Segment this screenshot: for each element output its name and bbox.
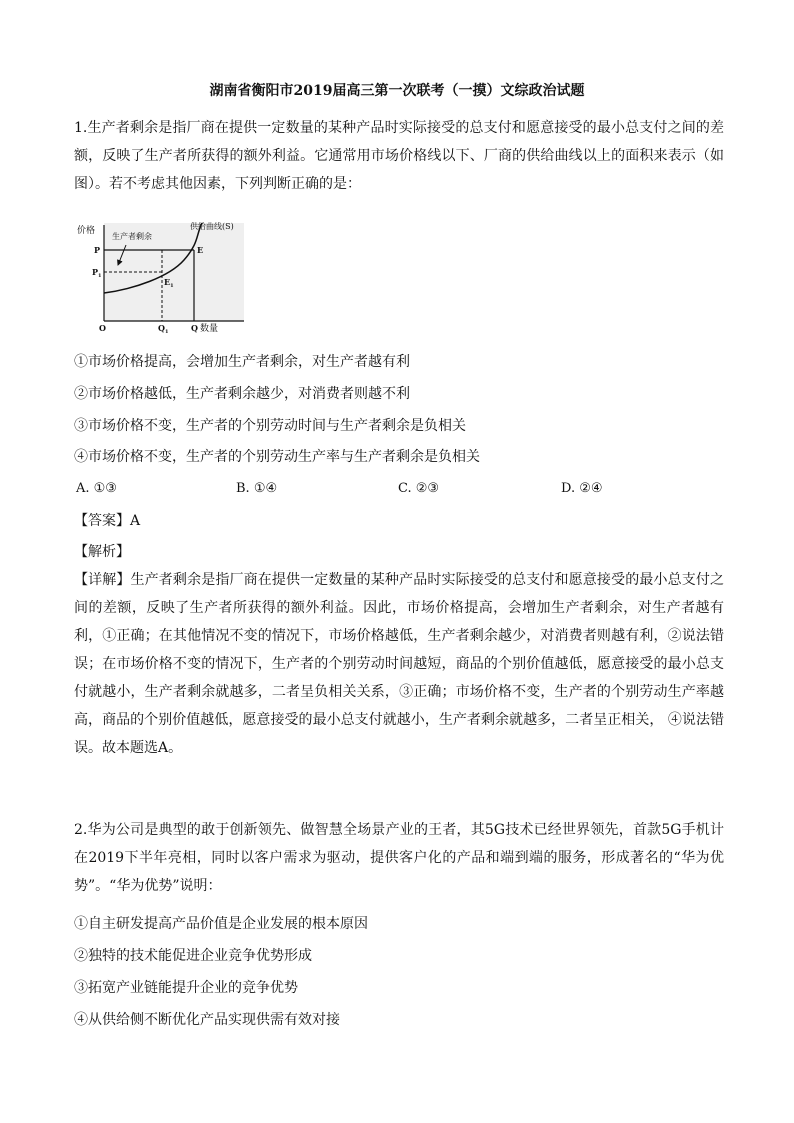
y-axis-label: 价格 xyxy=(77,226,96,236)
q1-option-d: D. ②④ xyxy=(561,481,603,496)
surplus-label: 生产者剩余 xyxy=(112,232,152,241)
producer-surplus-figure xyxy=(74,215,274,345)
q1-option-a: A. ①③ xyxy=(76,481,117,496)
q1-item-4: ④市场价格不变，生产者的个别劳动生产率与生产者剩余是负相关 xyxy=(74,449,480,465)
q1-item-2: ②市场价格越低，生产者剩余越少，对消费者则越不利 xyxy=(74,386,410,402)
e1-label: $E_1$ xyxy=(164,277,174,289)
question-2-stem: 2.华为公司是典型的敢于创新领先、做智慧全场景产业的王者，其5G技术已经世界领先，首款5G手机计在2019下半年亮相，同时以客户需求为驱动，提供客户化的产品和端到端的服务，形成著名的“华为优势”。“华为优势”说明： xyxy=(74,822,724,894)
x-axis-label: 数量 xyxy=(200,324,219,334)
q2-item-3: ③拓宽产业链能提升企业的竞争优势 xyxy=(74,980,298,996)
curve-label: 供给曲线(S) xyxy=(190,222,234,231)
p1-label: $P_1$ xyxy=(92,267,102,279)
p-label: P xyxy=(94,245,101,255)
q1-label: $Q_1$ xyxy=(158,323,169,335)
q1-detail: 【详解】生产者剩余是指厂商在提供一定数量的某种产品时实际接受的总支付和愿意接受的最小总支付之间的差额，反映了生产者所获得的额外利益。因此，市场价格提高，会增加生产者剩余，对生产者越有利，①正确；在其他情况不变的情况下，市场价格越低，生产者剩余越少，对消费者则越有利，②说法错误；在市场价格不变的情况下，生产者的个别劳动时间越短，商品的个别价值越低，愿意接受的最小总支付就越小，生产者剩余就越多，二者呈负相关关系，③正确；市场价格不变，生产者的个别劳动生产率越高，商品的个别价值越低，愿意接受的最小总支付就越小，生产者剩余就越多，二者呈正相关， ④说法错误。故本题选A。 xyxy=(74,572,724,756)
q1-option-b: B. ①④ xyxy=(236,481,278,496)
q1-item-3: ③市场价格不变，生产者的个别劳动时间与生产者剩余是负相关 xyxy=(74,418,466,434)
q2-item-4: ④从供给侧不断优化产品实现供需有效对接 xyxy=(74,1012,340,1028)
q1-option-c: C. ②③ xyxy=(398,481,440,496)
supply-curve-diagram xyxy=(74,215,274,345)
q1-analysis-label: 【解析】 xyxy=(74,544,130,560)
origin-label: O xyxy=(99,323,106,333)
question-1-stem: 1.生产者剩余是指厂商在提供一定数量的某种产品时实际接受的总支付和愿意接受的最小总支付之间的差额，反映了生产者所获得的额外利益。它通常用市场价格线以下、厂商的供给曲线以上的面积来表示（如图）。若不考虑其他因素，下列判断正确的是： xyxy=(74,120,724,192)
q2-item-1: ①自主研发提高产品价值是企业发展的根本原因 xyxy=(74,916,368,932)
q1-item-1: ①市场价格提高，会增加生产者剩余，对生产者越有利 xyxy=(74,354,410,370)
q2-item-2: ②独特的技术能促进企业竞争优势形成 xyxy=(74,948,312,964)
page-title: 湖南省衡阳市2019届高三第一次联考（一摸）文综政治试题 xyxy=(209,83,585,99)
e-label: E xyxy=(197,245,204,255)
q-label: Q xyxy=(191,323,198,333)
q1-answer: 【答案】A xyxy=(74,513,141,529)
